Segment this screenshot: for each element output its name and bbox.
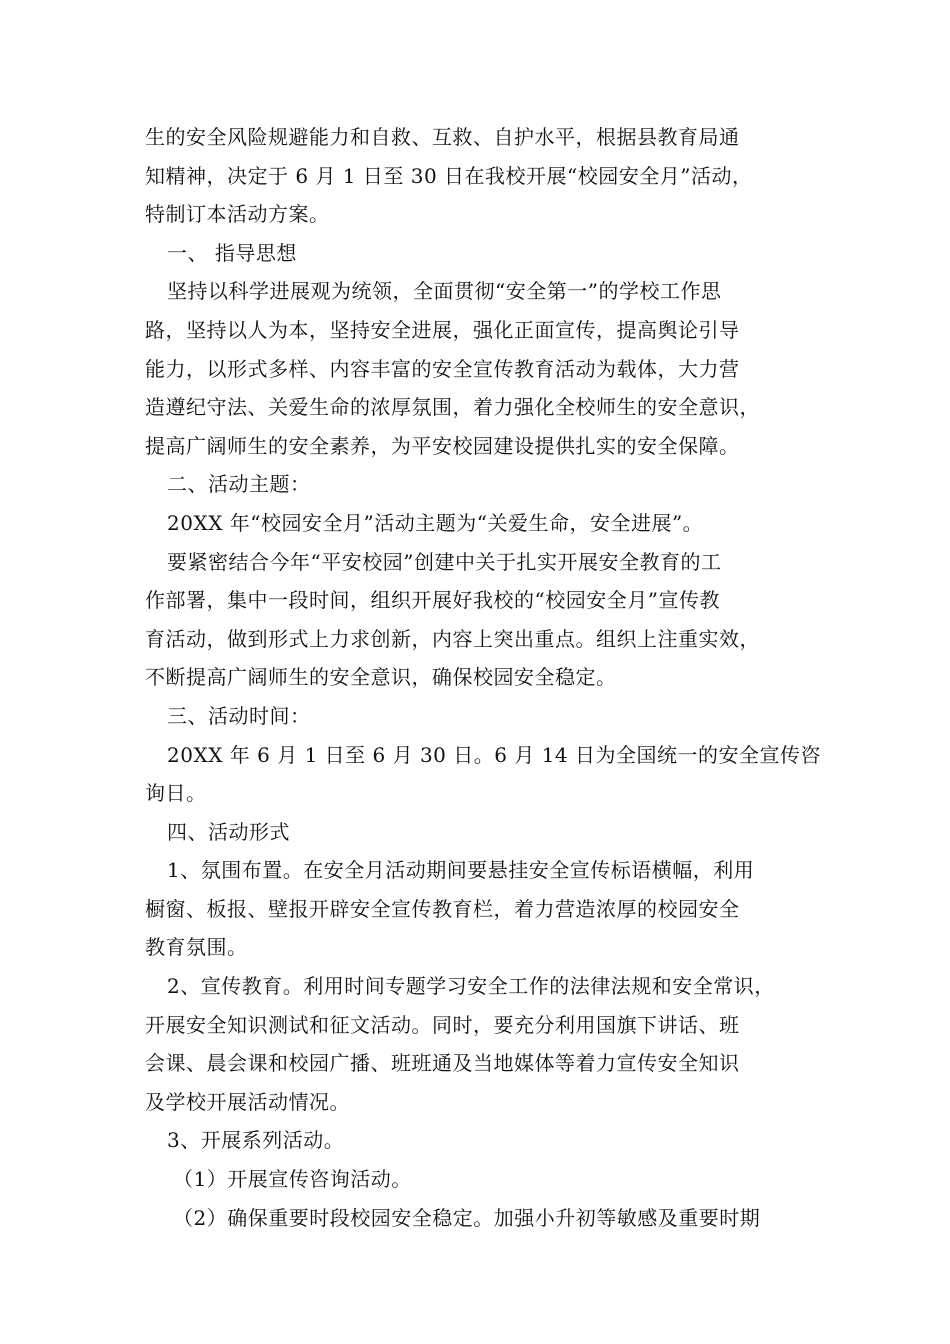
text-line: 开展安全知识测试和征文活动。同时，要充分利用国旗下讲话、班 bbox=[145, 1012, 740, 1037]
text-line: 特制订本活动方案。 bbox=[145, 202, 330, 227]
text-line: 教育氛围。 bbox=[145, 935, 248, 960]
text-line: 坚持以科学进展观为统领，全面贯彻“安全第一”的学校工作思 bbox=[167, 279, 722, 304]
text-line: 四、活动形式 bbox=[167, 819, 290, 844]
text-line: 询日。 bbox=[145, 781, 207, 806]
document-body bbox=[145, 118, 835, 1237]
text-line: 一、 指导思想 bbox=[167, 240, 297, 265]
text-line: 1、氛围布置。在安全月活动期间要悬挂安全宣传标语横幅，利用 bbox=[167, 858, 755, 883]
text-line: （2）确保重要时段校园安全稳定。加强小升初等敏感及重要时期 bbox=[173, 1205, 761, 1230]
text-line: 20XX 年 6 月 1 日至 6 月 30 日。6 月 14 日为全国统一的安全宣传咨 bbox=[167, 742, 822, 767]
text-line: 生的安全风险规避能力和自救、互救、自护水平，根据县教育局通 bbox=[145, 125, 740, 149]
text-line: 路，坚持以人为本，坚持安全进展，强化正面宣传，提高舆论引导 bbox=[145, 317, 740, 342]
text-line: 20XX 年“校园安全月”活动主题为“关爱生命，安全进展”。 bbox=[167, 510, 704, 535]
text-line: 作部署，集中一段时间，组织开展好我校的“校园安全月”宣传教 bbox=[145, 588, 720, 613]
text-line: 橱窗、板报、壁报开辟安全宣传教育栏，着力营造浓厚的校园安全 bbox=[145, 896, 740, 921]
text-line: 二、活动主题： bbox=[167, 472, 311, 497]
text-line: 要紧密结合今年“平安校园”创建中关于扎实开展安全教育的工 bbox=[167, 549, 722, 574]
text-line: 三、活动时间： bbox=[167, 703, 311, 728]
text-line: （1）开展宣传咨询活动。 bbox=[173, 1167, 412, 1192]
text-line: 能力，以形式多样、内容丰富的安全宣传教育活动为载体，大力营 bbox=[145, 356, 740, 381]
text-line: 3、开展系列活动。 bbox=[167, 1128, 345, 1153]
text-line: 及学校开展活动情况。 bbox=[145, 1089, 350, 1114]
text-line: 育活动，做到形式上力求创新，内容上突出重点。组织上注重实效， bbox=[145, 626, 760, 651]
text-line: 会课、晨会课和校园广播、班班通及当地媒体等着力宣传安全知识 bbox=[145, 1051, 740, 1076]
text-line: 知精神，决定于 6 月 1 日至 30 日在我校开展“校园安全月”活动， bbox=[145, 163, 753, 188]
text-line: 提高广阔师生的安全素养，为平安校园建设提供扎实的安全保障。 bbox=[145, 433, 740, 458]
text-line: 2、宣传教育。利用时间专题学习安全工作的法律法规和安全常识， bbox=[167, 974, 775, 999]
text-line: 造遵纪守法、关爱生命的浓厚氛围，着力强化全校师生的安全意识， bbox=[145, 395, 760, 420]
text-line: 不断提高广阔师生的安全意识，确保校园安全稳定。 bbox=[145, 665, 617, 690]
